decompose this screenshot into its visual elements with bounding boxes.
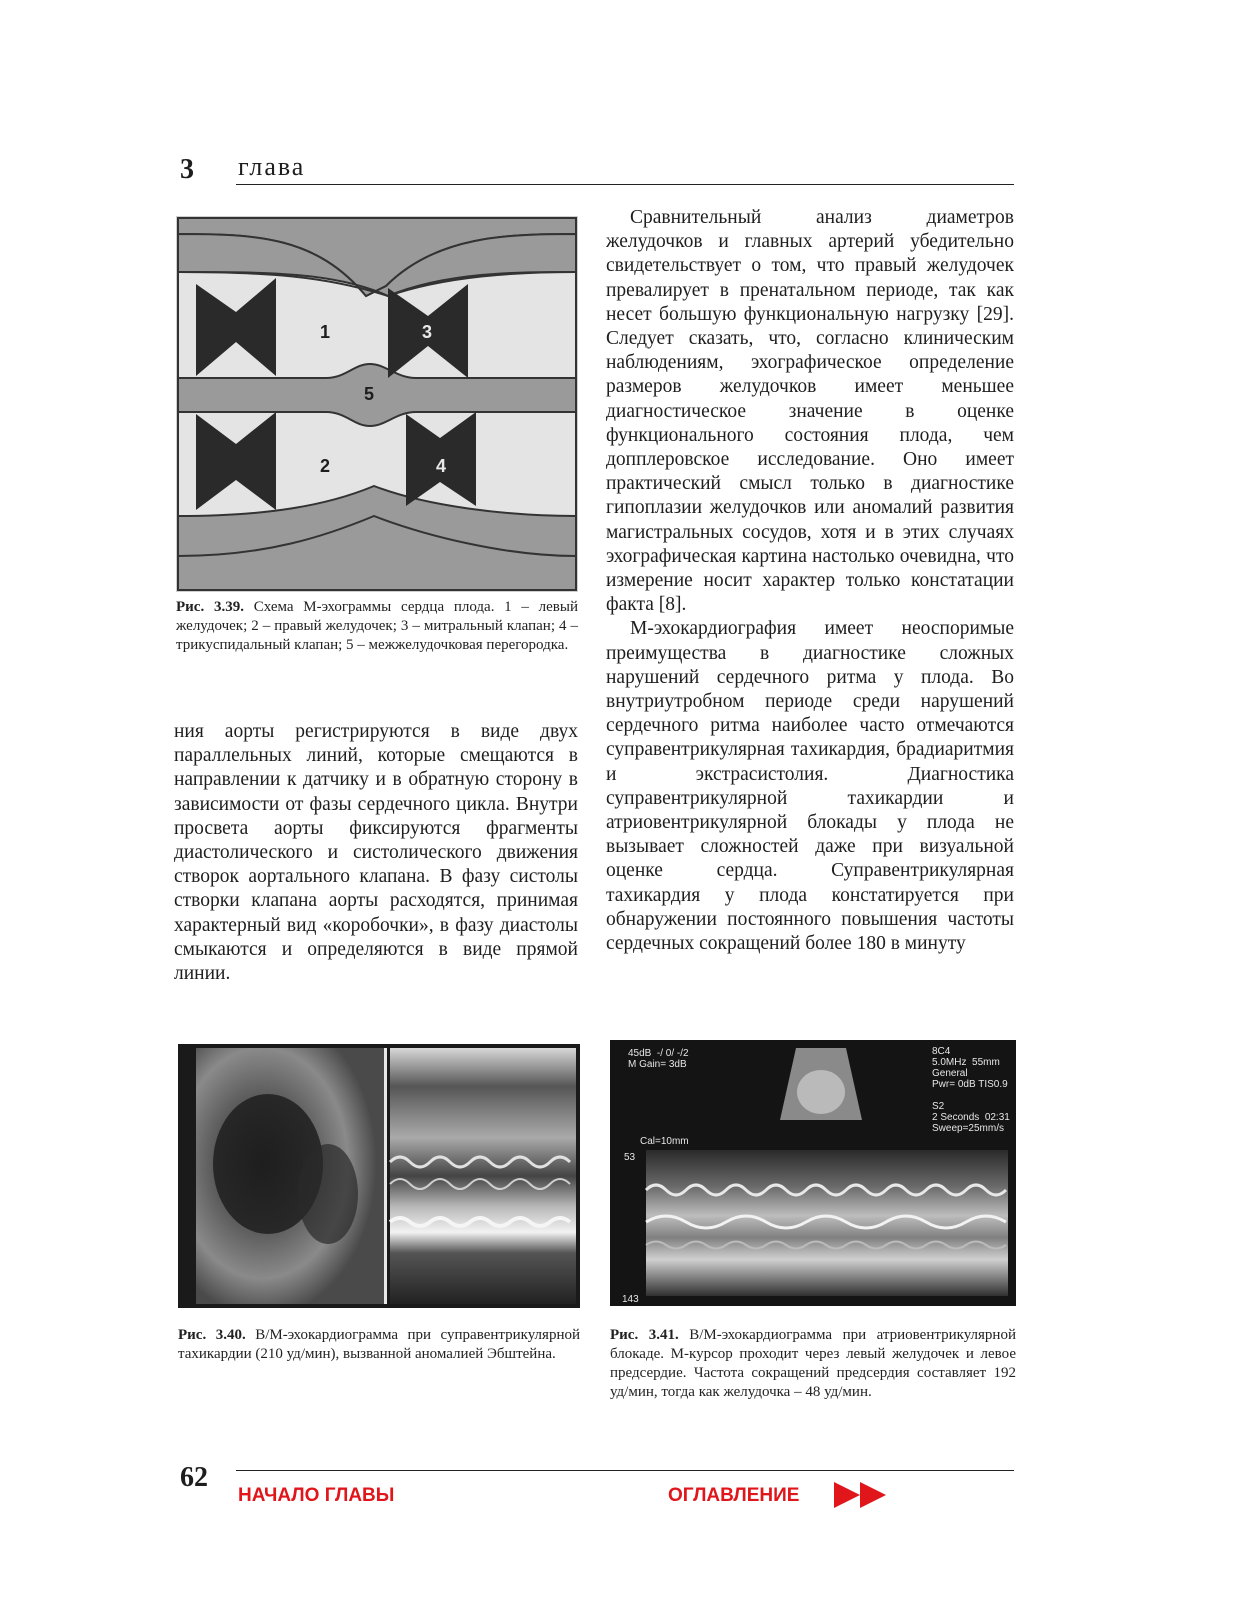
figure-340-ultrasound — [178, 1044, 580, 1308]
figure-341-calibration: Cal=10mm — [640, 1136, 689, 1147]
figure-340-caption-text: В/М-эхокардиограмма при суправентрикулярной тахикардии (210 уд/мин), вызванной аномалией Эбштейна. — [178, 1327, 580, 1362]
chapter-number: 3 — [180, 154, 194, 185]
figure-339-schematic — [176, 216, 578, 592]
figure-340-caption-label: Рис. 3.40. — [178, 1327, 246, 1343]
figure-339-label-4: 4 — [436, 456, 447, 476]
figure-341-caption-label: Рис. 3.41. — [610, 1327, 679, 1343]
right-column — [606, 206, 1014, 956]
figure-339-caption-text: Схема М-эхограммы сердца плода. 1 – левый желудочек; 2 – правый желудочек; 3 – митральный клапан; 4 – трикуспидальный клапан; 5 – межжелудочковая перегородка. — [176, 599, 578, 653]
figure-339-label-5: 5 — [364, 384, 375, 404]
left-column — [174, 720, 578, 986]
forward-arrows-icon[interactable] — [832, 1480, 890, 1510]
figure-339-label-2: 2 — [320, 456, 331, 476]
left-column-paragraph: ния аорты регистрируются в виде двух параллельных линий, которые смещаются в направлении к датчику и в обратную сторону в зависимости от фазы сердечного цикла. Внутри просвета аорты фиксируются фрагменты диастолического и систолического движения створок аортального клапана. В фазу систолы створки клапана аорты расходятся, принимая характерный вид «коробочки», в фазу диастолы смыкаются и определяются в виде прямой линии. — [174, 721, 578, 985]
figure-340-caption — [178, 1326, 580, 1364]
figure-339-label-1: 1 — [320, 322, 331, 342]
figure-340-image — [178, 1044, 580, 1308]
figure-341-settings-readout: 8C4 5.0MHz 55mm General Pwr= 0dB TIS0.9 S2 2 Seconds 02:31 Sweep=25mm/s — [932, 1046, 1010, 1134]
figure-341-depth-bottom: 143 — [622, 1294, 639, 1305]
figure-341-image — [610, 1040, 1016, 1306]
figure-341-top-left-readout: 45dB -/ 0/ -/2 M Gain= 3dB — [628, 1048, 689, 1070]
right-column-paragraph-2: М-эхокардиография имеет неоспоримые преимущества в диагностике сложных нарушений сердечного ритма у плода. Во внутриутробном периоде среди нарушений сердечного ритма наиболее часто отмечаются суправентрикулярная тахикардия, брадиаритмия и экстрасистолия. Диагностика суправентрикулярной тахикардии и атриовентрикулярной блокады у плода не вызывает сложностей даже при визуальной оценке сердца. Суправентрикулярная тахикардия у плода констатируется при обнаружении постоянного повышения частоты сердечных сокращений более 180 в минуту — [606, 618, 1014, 955]
figure-341-depth-top: 53 — [624, 1152, 636, 1163]
chapter-title: глава — [238, 152, 306, 181]
page-number: 62 — [180, 1462, 208, 1493]
figure-341-caption — [610, 1326, 1016, 1402]
chapter-start-link[interactable]: НАЧАЛО ГЛАВЫ — [238, 1485, 395, 1506]
figure-339-caption — [176, 598, 578, 655]
header-rule — [236, 184, 1014, 185]
figure-341-caption-text: В/М-эхокардиограмма при атриовентрикулярной блокаде. М-курсор проходит через левый желудочек и левое предсердие. Частота сокращений предсердия составляет 192 уд/мин, тогда как желудочка – 48 уд/мин. — [610, 1327, 1016, 1400]
footer-rule — [236, 1470, 1014, 1471]
figure-339-caption-label: Рис. 3.39. — [176, 599, 244, 615]
figure-339-label-3: 3 — [422, 322, 433, 342]
table-of-contents-link[interactable]: ОГЛАВЛЕНИЕ — [668, 1485, 800, 1506]
right-column-paragraph-1: Сравнительный анализ диаметров желудочков и главных артерий убедительно свидетельствует о том, что правый желудочек превалирует в пренатальном периоде, так как несет большую функциональную нагрузку [29]. Следует сказать, что, согласно клиническим наблюдениям, эхографическое определение размеров желудочков имеет меньшее диагностическое значение в оценке функционального состояния плода, чем допплеровское исследование. Оно имеет практический смысл только в диагностике гипоплазии желудочков или аномалий развития магистральных сосудов, хотя и в этих случаях эхографическая картина настолько очевидна, что измерение носит характер только констатации факта [8]. — [606, 207, 1014, 616]
